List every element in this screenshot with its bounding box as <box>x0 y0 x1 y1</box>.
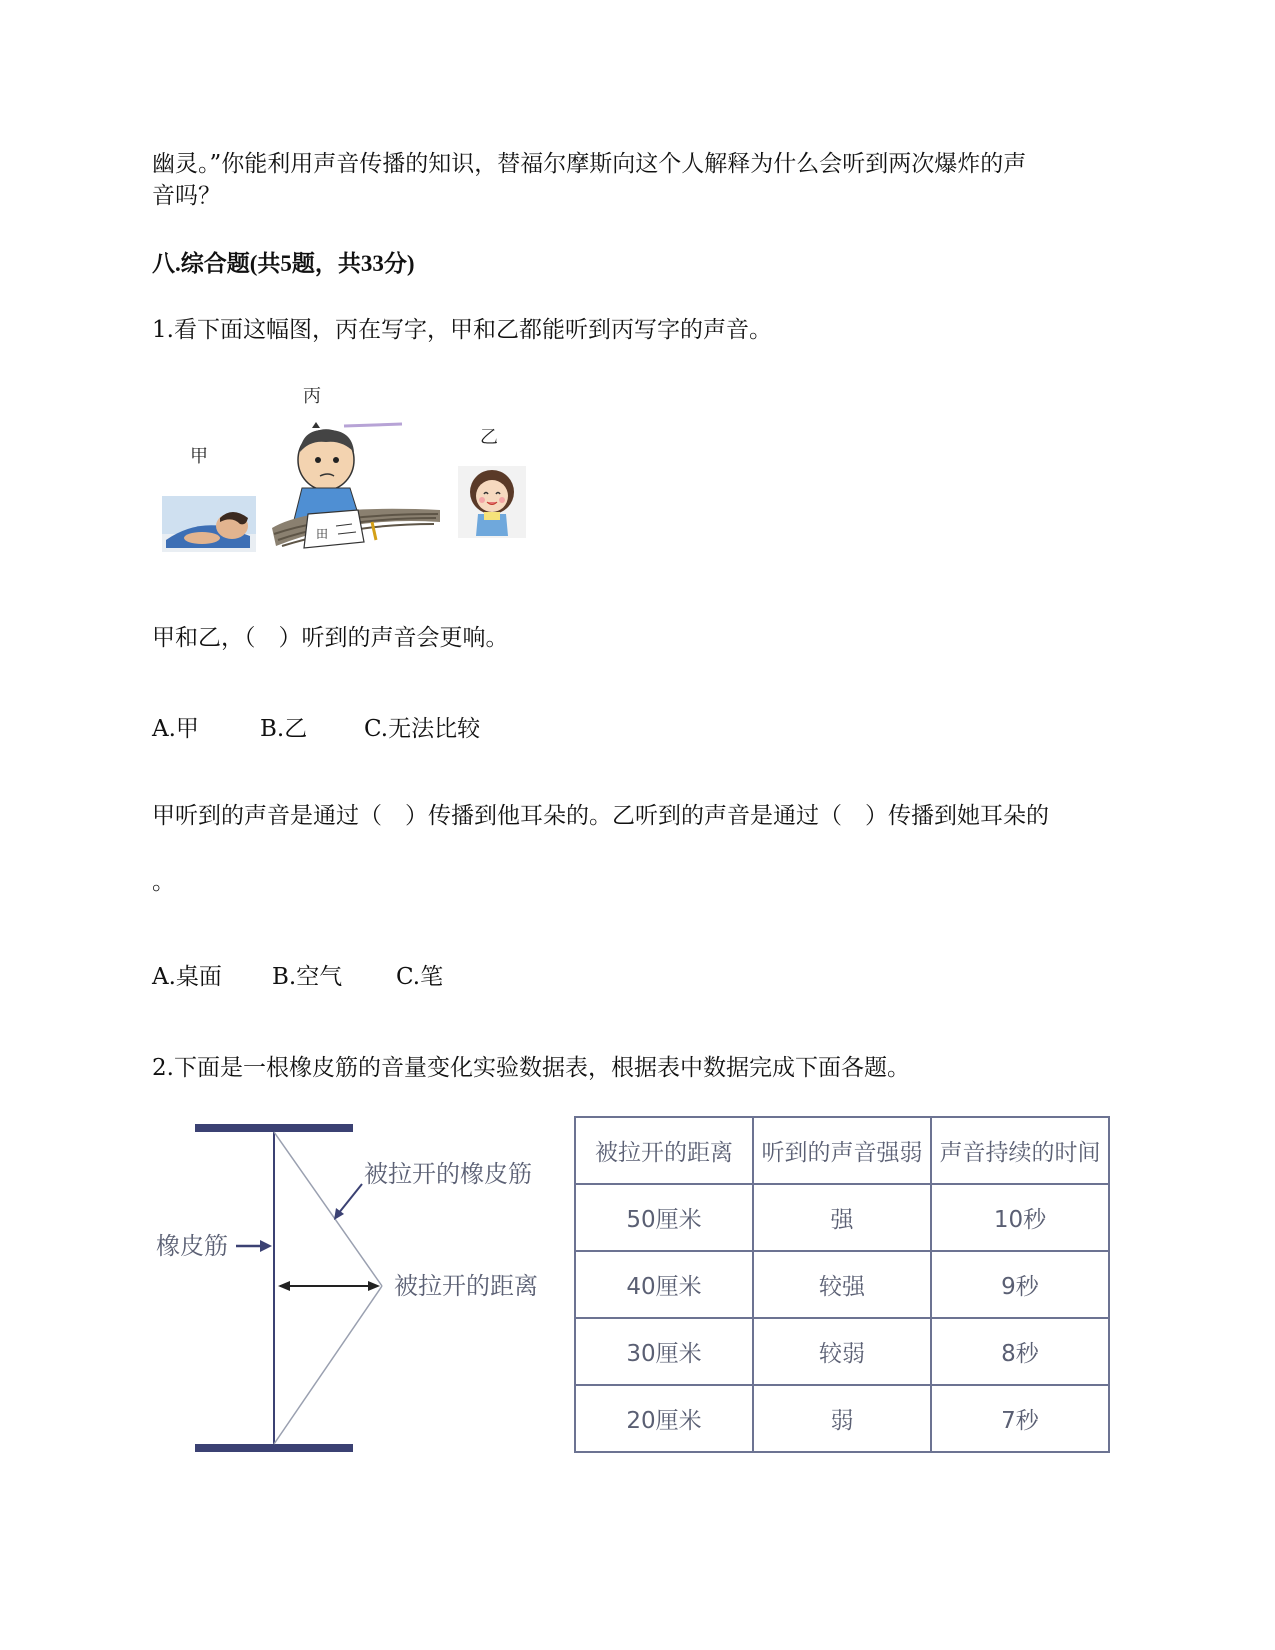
table-cell: 弱 <box>753 1385 931 1452</box>
question-2-stem: 2.下面是一根橡皮筋的音量变化实验数据表，根据表中数据完成下面各题。 <box>152 1055 910 1081</box>
label-bing: 丙 <box>303 386 321 407</box>
option-2-a: A.桌面 <box>152 964 222 990</box>
question-1-sub-1: 甲和乙，（ ）听到的声音会更响。 <box>152 625 509 651</box>
stretched-band-label: 被拉开的橡皮筋 <box>364 1160 532 1188</box>
intro-line-1: 幽灵。”你能利用声音传播的知识，替福尔摩斯向这个人解释为什么会听到两次爆炸的声 <box>152 151 1027 177</box>
table-cell: 7秒 <box>931 1385 1109 1452</box>
jia-sleeping-image <box>162 496 256 552</box>
label-jia: 甲 <box>190 446 208 467</box>
question-1-sub-2-tail: 。 <box>152 869 175 895</box>
table-cell: 较强 <box>753 1251 931 1318</box>
band-label: 橡皮筋 <box>156 1232 228 1260</box>
table-row <box>575 1385 1109 1452</box>
table-cell: 20厘米 <box>575 1385 753 1452</box>
table-cell: 强 <box>753 1184 931 1251</box>
label-yi: 乙 <box>480 427 498 448</box>
intro-line-2: 音吗？ <box>152 183 221 209</box>
svg-text:田: 田 <box>316 527 329 541</box>
table-cell: 30厘米 <box>575 1318 753 1385</box>
question-1-stem: 1.看下面这幅图，丙在写字，甲和乙都能听到丙写字的声音。 <box>152 317 772 343</box>
experiment-table <box>574 1116 1110 1453</box>
table-header: 声音持续的时间 <box>931 1117 1109 1184</box>
rubber-band-diagram <box>150 1120 560 1468</box>
table-cell: 8秒 <box>931 1318 1109 1385</box>
option-1-a: A.甲 <box>152 716 199 742</box>
bing-writing-image <box>272 418 440 552</box>
table-row <box>575 1184 1109 1251</box>
table-row <box>575 1318 1109 1385</box>
option-2-b: B.空气 <box>272 964 343 990</box>
table-cell: 50厘米 <box>575 1184 753 1251</box>
table-header-row <box>575 1117 1109 1184</box>
question-1-sub-2: 甲听到的声音是通过（ ）传播到他耳朵的。乙听到的声音是通过（ ）传播到她耳朵的 <box>152 803 1049 829</box>
table-cell: 10秒 <box>931 1184 1109 1251</box>
table-row <box>575 1251 1109 1318</box>
table-header: 被拉开的距离 <box>575 1117 753 1184</box>
section-title: 八.综合题(共5题，共33分) <box>152 251 415 276</box>
table-cell: 较弱 <box>753 1318 931 1385</box>
table-cell: 40厘米 <box>575 1251 753 1318</box>
yi-girl-image <box>458 466 526 538</box>
table-cell: 9秒 <box>931 1251 1109 1318</box>
option-1-b: B.乙 <box>260 716 308 742</box>
distance-label: 被拉开的距离 <box>394 1272 538 1300</box>
option-2-c: C.笔 <box>396 964 444 990</box>
table-header: 听到的声音强弱 <box>753 1117 931 1184</box>
option-1-c: C.无法比较 <box>364 716 481 742</box>
